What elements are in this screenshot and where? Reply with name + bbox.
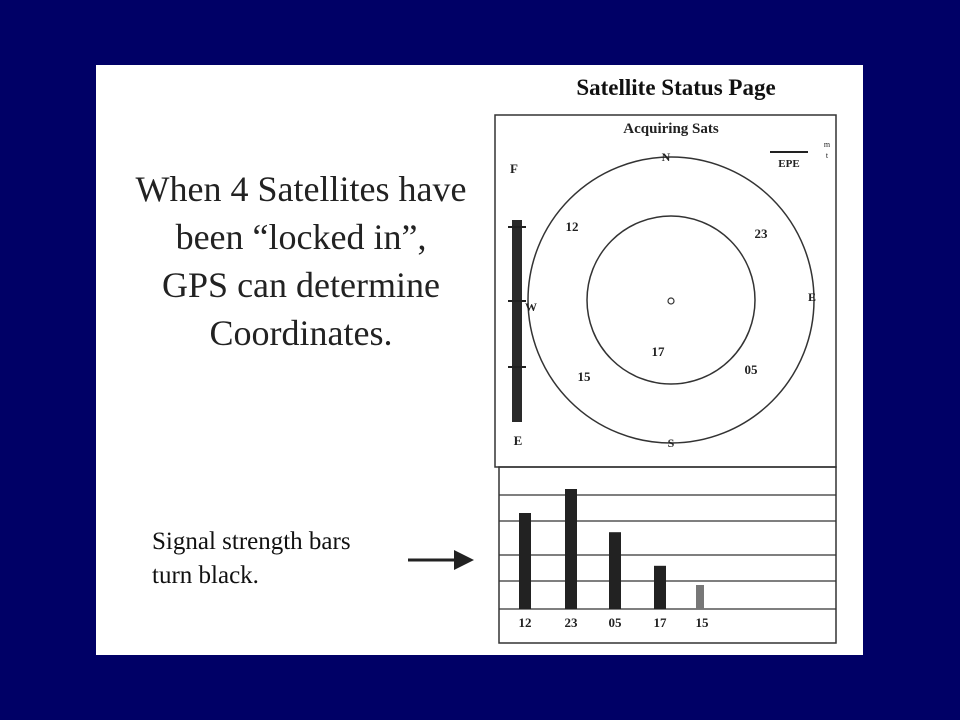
signal-bar-12 bbox=[519, 513, 531, 609]
caption-line-1: Signal strength bars bbox=[152, 528, 351, 555]
sky-satellite: 12 bbox=[565, 219, 579, 234]
headline-line-2: been “locked in”, bbox=[175, 217, 427, 257]
sky-satellite: 15 bbox=[577, 369, 591, 384]
unit-mark-t: t bbox=[825, 151, 829, 160]
signal-bar-23 bbox=[565, 489, 577, 609]
gps-screen-title: Satellite Status Page bbox=[576, 75, 776, 100]
gauge-empty-label: E bbox=[513, 433, 523, 448]
gps-screen bbox=[96, 65, 863, 655]
signal-bar-17 bbox=[654, 566, 666, 609]
compass-east: E bbox=[807, 290, 817, 304]
gauge-full-label: F bbox=[510, 161, 518, 176]
sky-inner-ring bbox=[587, 216, 755, 384]
compass-north: N bbox=[661, 150, 671, 164]
signal-bar-15 bbox=[696, 585, 704, 609]
compass-west: W bbox=[525, 300, 537, 314]
sky-outer-ring bbox=[528, 157, 817, 443]
sky-satellite: 17 bbox=[651, 344, 665, 359]
compass-south: S bbox=[667, 436, 675, 450]
slide bbox=[96, 65, 863, 655]
epe-label: EPE bbox=[778, 158, 800, 170]
headline-line-4: Coordinates. bbox=[209, 313, 393, 353]
sky-satellite: 23 bbox=[754, 226, 768, 241]
fuel-gauge bbox=[512, 220, 522, 422]
signal-bar-label-05: 05 bbox=[608, 615, 622, 630]
acquiring-label: Acquiring Sats bbox=[623, 121, 719, 137]
caption-line-2: turn black. bbox=[152, 562, 259, 589]
headline-line-1: When 4 Satellites have bbox=[135, 169, 467, 209]
signal-bar-label-23: 23 bbox=[564, 615, 578, 630]
sky-satellite: 05 bbox=[744, 362, 758, 377]
headline-line-3: GPS can determine bbox=[162, 265, 440, 305]
signal-bar-label-17: 17 bbox=[653, 615, 667, 630]
signal-bar-label-12: 12 bbox=[518, 615, 532, 630]
signal-bar-05 bbox=[609, 532, 621, 609]
signal-bar-label-15: 15 bbox=[695, 615, 709, 630]
position-marker-icon bbox=[668, 298, 674, 304]
unit-mark-m: m bbox=[823, 140, 831, 149]
